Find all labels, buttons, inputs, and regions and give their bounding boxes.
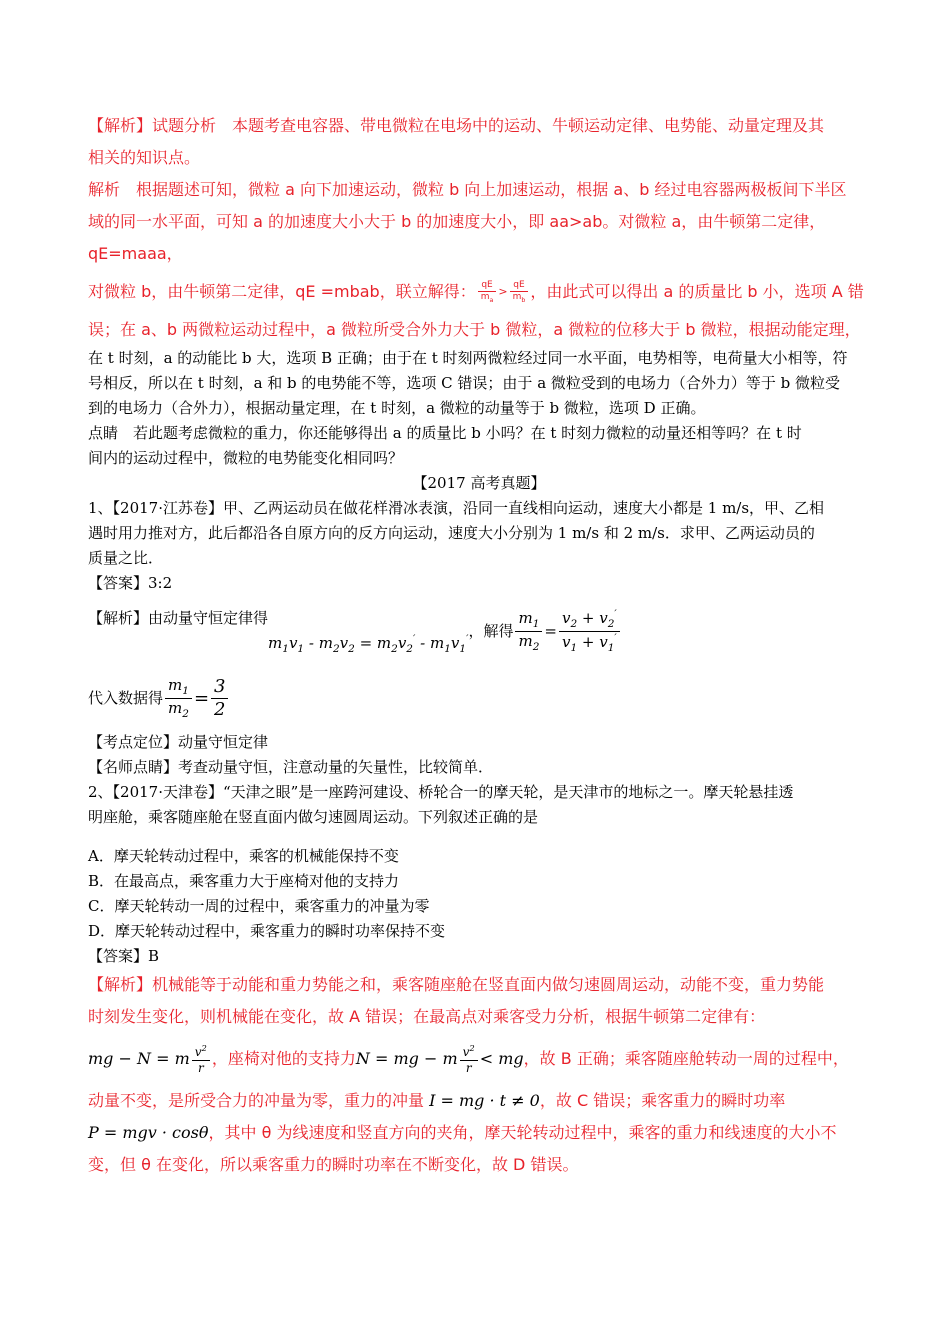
text-segment: 对微粒 b，由牛顿第二定律，qE =mbab，联立解得： bbox=[88, 282, 476, 301]
text-segment: ，座椅对他的支持力 bbox=[211, 1049, 356, 1068]
text-line: 【解析】机械能等于动能和重力势能之和，乘客随座舱在竖直面内做匀速圆周运动，动能不变，重力势能 bbox=[88, 975, 825, 994]
option-c: C．摩天轮转动一周的过程中，乘客重力的冲量为零 bbox=[88, 897, 430, 915]
text-segment: 动量不变，是所受合力的冲量为零，重力的冲量 bbox=[88, 1091, 425, 1110]
impulse-equation: I = mg · t ≠ 0 bbox=[424, 1091, 540, 1110]
text-segment: ，故 B 正确；乘客随座舱转动一周的过程中， bbox=[523, 1049, 849, 1068]
text-line-with-formula: mg − N = m $\frac{v^2}{r}$ ，座椅对他的支持力 N = mg − m $\frac{v^2}{r}$ < mg ，故 B 正确；乘客随座舱转动一周的过程中， bbox=[88, 1033, 870, 1085]
option-b: B．在最高点，乘客重力大于座椅对他的支持力 bbox=[88, 872, 400, 890]
section-title: 【2017 高考真题】 bbox=[412, 474, 546, 492]
text-line: 【解析】试题分析 本题考查电容器、带电微粒在电场中的运动、牛顿运动定律、电势能、动量定理及其 bbox=[88, 116, 825, 135]
formula-fraction: $\frac{m_1}{m_2}$ bbox=[165, 676, 192, 720]
text-line: 时刻发生变化，则机械能在变化，故 A 错误；在最高点对乘客受力分析，根据牛顿第二定律有： bbox=[88, 1007, 766, 1026]
text-segment: 【解析】由动量守恒定律得 bbox=[88, 609, 269, 627]
support-force-equation: N = mg − m bbox=[355, 1049, 458, 1068]
result-fraction: $\frac{3}{2}$ bbox=[211, 676, 228, 720]
option-d: D．摩天轮转动过程中，乘客重力的瞬时功率保持不变 bbox=[88, 922, 446, 940]
text-line: 到的电场力（合外力），根据动量定理，在 t 时刻，a 微粒的动量等于 b 微粒，选项 D 正确。 bbox=[88, 399, 706, 417]
question-1-line: 遇时用力推对方，此后都沿各自原方向的反方向运动，速度大小分别为 1 m/s 和 2 m/s．求甲、乙两运动员的 bbox=[88, 524, 815, 542]
formula-fraction: $\frac{m_1}{m_2}$ bbox=[515, 609, 542, 653]
text-segment: ，故 C 错误；乘客重力的瞬时功率 bbox=[539, 1091, 786, 1110]
newton-equation: mg − N = m bbox=[88, 1049, 190, 1068]
question-1-line: 质量之比． bbox=[88, 549, 164, 567]
text-line: 点睛 若此题考虑微粒的重力，你还能够得出 a 的质量比 b 小吗？在 t 时刻力微粒的动量还相等吗？在 t 时 bbox=[88, 424, 802, 442]
text-line-with-formula: 对微粒 b，由牛顿第二定律，qE =mbab，联立解得： $\frac{qE}{m_a}$ > $\frac{qE}{m_b}$ ，由此式可以得出 a 的质量比 b 小，选项 A 错 bbox=[88, 270, 870, 314]
momentum-equation: $m_1v_1 - m_2v_2 = m_2v_2' - m_1v_1'$ bbox=[268, 633, 469, 655]
text-line: 相关的知识点。 bbox=[88, 148, 201, 167]
answer-line: 【答案】B bbox=[88, 947, 160, 965]
text-line: 变，但 θ 在变化，所以乘客重力的瞬时功率在不断变化，故 D 错误。 bbox=[88, 1155, 579, 1174]
question-1-line: 1、【2017·江苏卷】甲、乙两运动员在做花样滑冰表演，沿同一直线相向运动，速度大小都是 1 m/s，甲、乙相 bbox=[88, 499, 825, 517]
text-line: 号相反，所以在 t 时刻，a 和 b 的电势能不等，选项 C 错误；由于 a 微粒受到的电场力（合外力）等于 b 微粒受 bbox=[88, 374, 841, 392]
text-line-with-formula bbox=[88, 1085, 870, 1117]
text-segment: ，其中 θ 为线速度和竖直方向的夹角，摩天轮转动过程中，乘客的重力和线速度的大小不 bbox=[208, 1123, 837, 1142]
tip-line: 【名师点睛】考查动量守恒，注意动量的矢量性，比较简单． bbox=[88, 758, 494, 776]
text-line: 间内的运动过程中，微粒的电势能变化相同吗？ bbox=[88, 449, 404, 467]
analysis-formula-row: 【解析】由动量守恒定律得 $m_1v_1 - m_2v_2 = m_2v_2' - m_1v_1'$ ，解得 $\frac{m_1}{m_2}$ = $\frac{v_2 + v_2'}{v_1 + v_1'}$ bbox=[88, 596, 870, 666]
substitution-row: 代入数据得 $\frac{m_1}{m_2}$ = $\frac{3}{2}$ bbox=[88, 666, 870, 730]
keypoint-line: 【考点定位】动量守恒定律 bbox=[88, 733, 269, 751]
formula-fraction: $\frac{v^2}{r}$ bbox=[192, 1043, 210, 1075]
formula-fraction: $\frac{qE}{m_a}$ bbox=[478, 280, 497, 304]
question-2-line: 2、【2017·天津卷】“天津之眼”是一座跨河建设、桥轮合一的摩天轮，是天津市的地标之一。摩天轮悬挂透 bbox=[88, 783, 794, 801]
formula-fraction: $\frac{qE}{m_b}$ bbox=[510, 280, 529, 304]
text-line: 在 t 时刻，a 的动能比 b 大，选项 B 正确；由于在 t 时刻两微粒经过同一水平面，电势相等，电荷量大小相等，符 bbox=[88, 349, 848, 367]
text-line-with-formula bbox=[88, 1117, 870, 1149]
formula-fraction: $\frac{v_2 + v_2'}{v_1 + v_1'}$ bbox=[559, 608, 620, 654]
power-equation: P = mgv · cosθ bbox=[88, 1123, 209, 1142]
text-line: 解析 根据题述可知，微粒 a 向下加速运动，微粒 b 向上加速运动，根据 a、b 经过电容器两极板间下半区 bbox=[88, 180, 847, 199]
text-segment: ，解得 bbox=[468, 621, 514, 640]
analysis-red-block bbox=[88, 110, 870, 346]
analysis-red-block-2 bbox=[88, 969, 870, 1181]
analysis-black-block bbox=[88, 346, 870, 969]
document-page bbox=[88, 110, 870, 1181]
text-segment: ，由此式可以得出 a 的质量比 b 小，选项 A 错 bbox=[530, 282, 864, 301]
answer-line: 【答案】3:2 bbox=[88, 574, 173, 592]
text-line: 误；在 a、b 两微粒运动过程中，a 微粒所受合外力大于 b 微粒，a 微粒的位移大于 b 微粒，根据动能定理， bbox=[88, 320, 861, 339]
formula-fraction: $\frac{v^2}{r}$ bbox=[460, 1043, 478, 1075]
text-segment: 代入数据得 bbox=[88, 688, 164, 707]
question-2-line: 明座舱，乘客随座舱在竖直面内做匀速圆周运动。下列叙述正确的是 bbox=[88, 808, 539, 826]
text-line: 域的同一水平面，可知 a 的加速度大小大于 b 的加速度大小，即 aa>ab。对微粒 a，由牛顿第二定律，qE=maaa， bbox=[88, 212, 826, 263]
option-a: A．摩天轮转动过程中，乘客的机械能保持不变 bbox=[88, 847, 399, 865]
